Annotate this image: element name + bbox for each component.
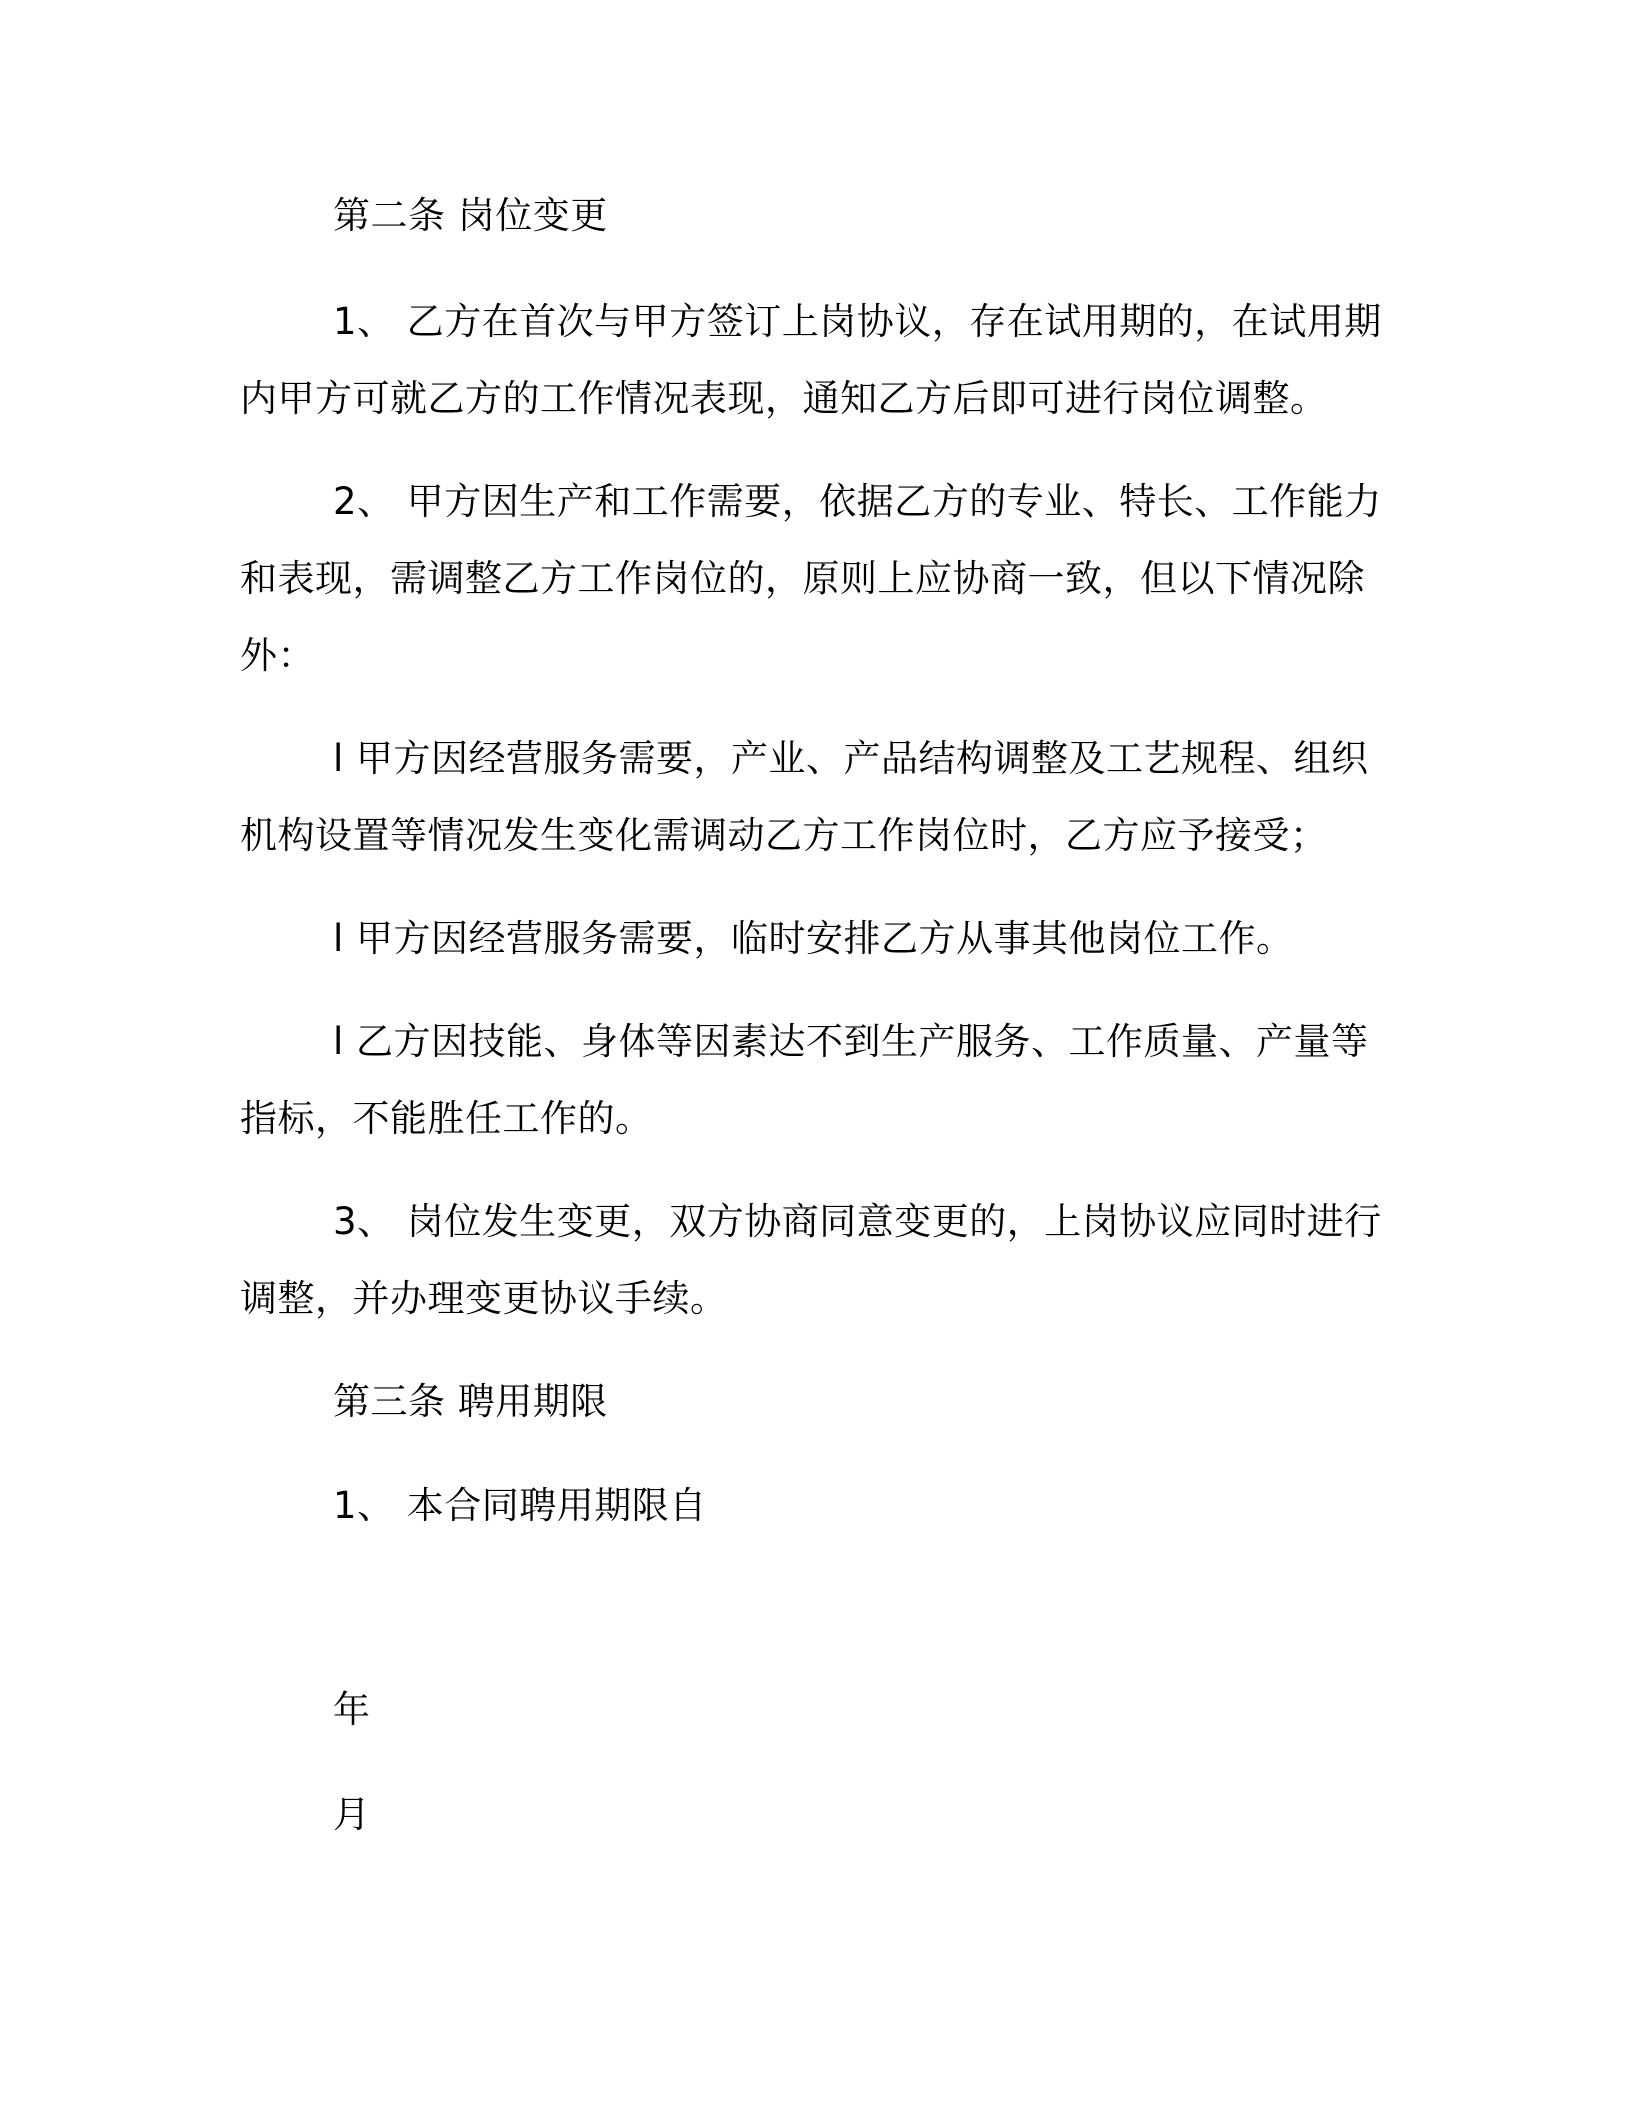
article-2-item-1-line-2: 内甲方可就乙方的工作情况表现，通知乙方后即可进行岗位调整。 — [240, 377, 1328, 420]
article-2-item-3-line-2: 调整，并办理变更协议手续。 — [240, 1277, 728, 1320]
month-label: 月 — [333, 1793, 371, 1836]
article-2-bullet-1-line-2: 机构设置等情况发生变化需调动乙方工作岗位时，乙方应予接受； — [240, 814, 1328, 857]
article-2-bullet-2-line-1: l 甲方因经营服务需要，临时安排乙方从事其他岗位工作。 — [333, 917, 1294, 960]
article-2-bullet-3-line-1: l 乙方因技能、身体等因素达不到生产服务、工作质量、产量等 — [333, 1020, 1369, 1063]
article-2-item-2-line-3: 外： — [240, 634, 315, 677]
article-2-bullet-3-line-2: 指标，不能胜任工作的。 — [240, 1097, 653, 1140]
year-label: 年 — [333, 1688, 371, 1731]
article-2-bullet-1-line-1: l 甲方因经营服务需要，产业、产品结构调整及工艺规程、组织 — [333, 737, 1369, 780]
article-3-heading: 第三条 聘用期限 — [333, 1380, 608, 1423]
article-2-item-3-line-1: 3、 岗位发生变更，双方协商同意变更的，上岗协议应同时进行 — [333, 1200, 1382, 1243]
article-2-item-2-line-2: 和表现，需调整乙方工作岗位的，原则上应协商一致，但以下情况除 — [240, 557, 1365, 600]
article-2-item-1-line-1: 1、 乙方在首次与甲方签订上岗协议，存在试用期的，在试用期 — [333, 300, 1382, 343]
article-3-item-1-line-1: 1、 本合同聘用期限自 — [333, 1484, 707, 1527]
article-2-item-2-line-1: 2、 甲方因生产和工作需要，依据乙方的专业、特长、工作能力 — [333, 480, 1382, 523]
article-2-heading: 第二条 岗位变更 — [333, 194, 608, 237]
